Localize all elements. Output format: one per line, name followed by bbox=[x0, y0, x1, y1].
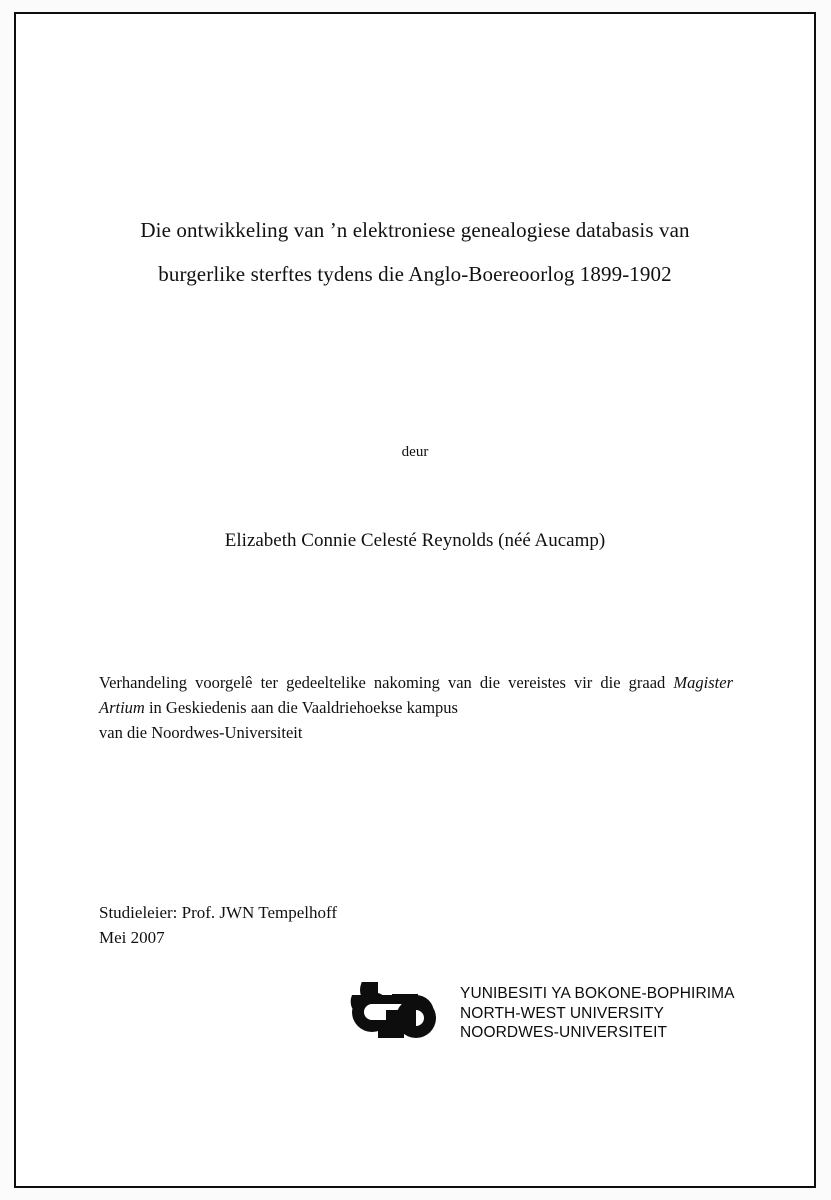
logo-line-1: YUNIBESITI YA BOKONE-BOPHIRIMA bbox=[460, 985, 735, 1002]
supervisor-line: Studieleier: Prof. JWN Tempelhoff bbox=[99, 903, 338, 922]
author-name: Elizabeth Connie Celesté Reynolds (néé Aucamp) bbox=[224, 530, 606, 551]
university-logo bbox=[242, 980, 735, 1050]
degree-statement-part2: in Geskiedenis aan die Vaaldriehoekse kampus bbox=[144, 698, 458, 717]
date-line: Mei 2007 bbox=[99, 928, 165, 947]
logo-line-2: NORTH-WEST UNIVERSITY bbox=[460, 1004, 664, 1022]
supervisor-and-date bbox=[99, 900, 599, 950]
degree-name: Magister Artium bbox=[99, 673, 733, 717]
degree-statement-part1: Verhandeling voorgelê ter gedeeltelike nakoming van die vereistes vir die graad bbox=[99, 673, 674, 692]
north-west-university-logo-icon bbox=[342, 982, 454, 1050]
page-title bbox=[90, 208, 740, 296]
logo-line-3: NOORDWES-UNIVERSITEIT bbox=[460, 1024, 668, 1041]
degree-statement bbox=[99, 670, 733, 745]
title-line-2: burgerlike sterftes tydens die Anglo-Boereoorlog 1899-1902 bbox=[158, 262, 672, 286]
by-label: deur bbox=[401, 444, 429, 460]
title-page-content bbox=[90, 12, 740, 1188]
university-logo-text bbox=[460, 984, 735, 1043]
title-line-1: Die ontwikkeling van ’n elektroniese genealogiese databasis van bbox=[140, 218, 690, 242]
degree-statement-part3: van die Noordwes-Universiteit bbox=[99, 723, 303, 742]
